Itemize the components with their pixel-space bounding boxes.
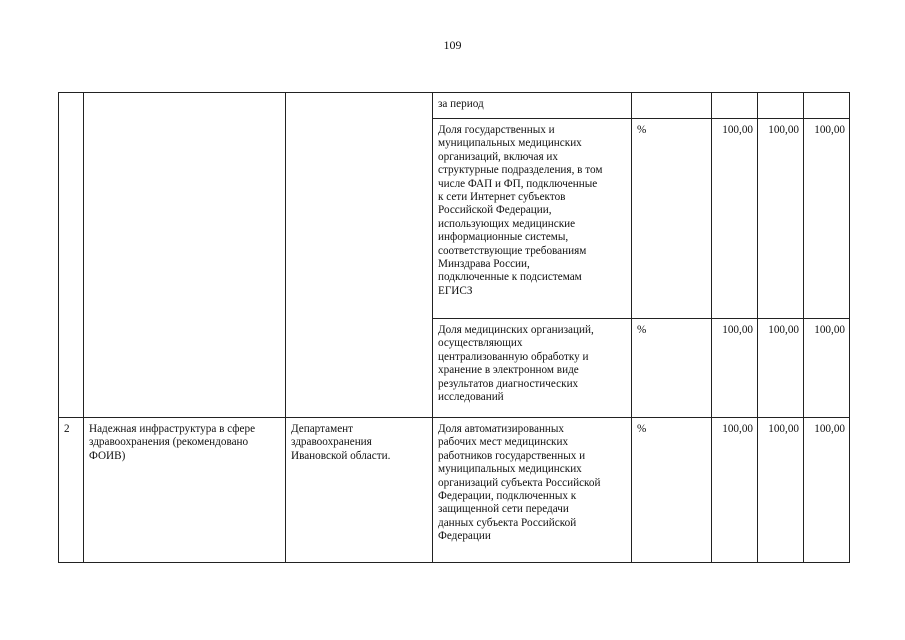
value-cell: 100,00	[712, 418, 758, 563]
unit-cell: %	[632, 418, 712, 563]
value-cell: 100,00	[712, 319, 758, 418]
indicator-cell: Доля автоматизированных рабочих мест медицинских работников государственных и муниципальных медицинских организаций субъекта Российской Федерации, подключенных к защищенной сети передачи данных субъекта Российской Федерации	[433, 418, 632, 563]
unit-cell	[632, 93, 712, 119]
table-row	[59, 418, 850, 563]
value-cell	[712, 93, 758, 119]
indicators-table	[58, 92, 850, 563]
project-name-cell	[84, 93, 286, 418]
value-cell: 100,00	[758, 319, 804, 418]
indicator-cell: Доля медицинских организаций, осуществляющих централизованную обработку и хранение в электронном виде результатов диагностических исследований	[433, 319, 632, 418]
table-row	[59, 93, 850, 119]
row-number-cell: 2	[59, 418, 84, 563]
unit-cell: %	[632, 319, 712, 418]
page-number: 109	[443, 38, 462, 52]
unit-cell: %	[632, 119, 712, 319]
value-cell: 100,00	[712, 119, 758, 319]
responsible-cell: Департамент здравоохранения Ивановской области.	[286, 418, 433, 563]
value-cell: 100,00	[804, 418, 850, 563]
value-cell	[804, 93, 850, 119]
value-cell: 100,00	[758, 418, 804, 563]
responsible-cell	[286, 93, 433, 418]
value-cell	[758, 93, 804, 119]
value-cell: 100,00	[804, 119, 850, 319]
value-cell: 100,00	[804, 319, 850, 418]
project-name-cell: Надежная инфраструктура в сфере здравоохранения (рекомендовано ФОИВ)	[84, 418, 286, 563]
value-cell: 100,00	[758, 119, 804, 319]
indicator-cell: за период	[433, 93, 632, 119]
row-number-cell	[59, 93, 84, 418]
indicator-cell: Доля государственных и муниципальных медицинских организаций, включая их структурные подразделения, в том числе ФАП и ФП, подключенные к сети Интернет субъектов Российской Федерации, использующих медицинские информационные системы, соответствующие требованиям Минздрава России, подключенные к подсистемам ЕГИСЗ	[433, 119, 632, 319]
